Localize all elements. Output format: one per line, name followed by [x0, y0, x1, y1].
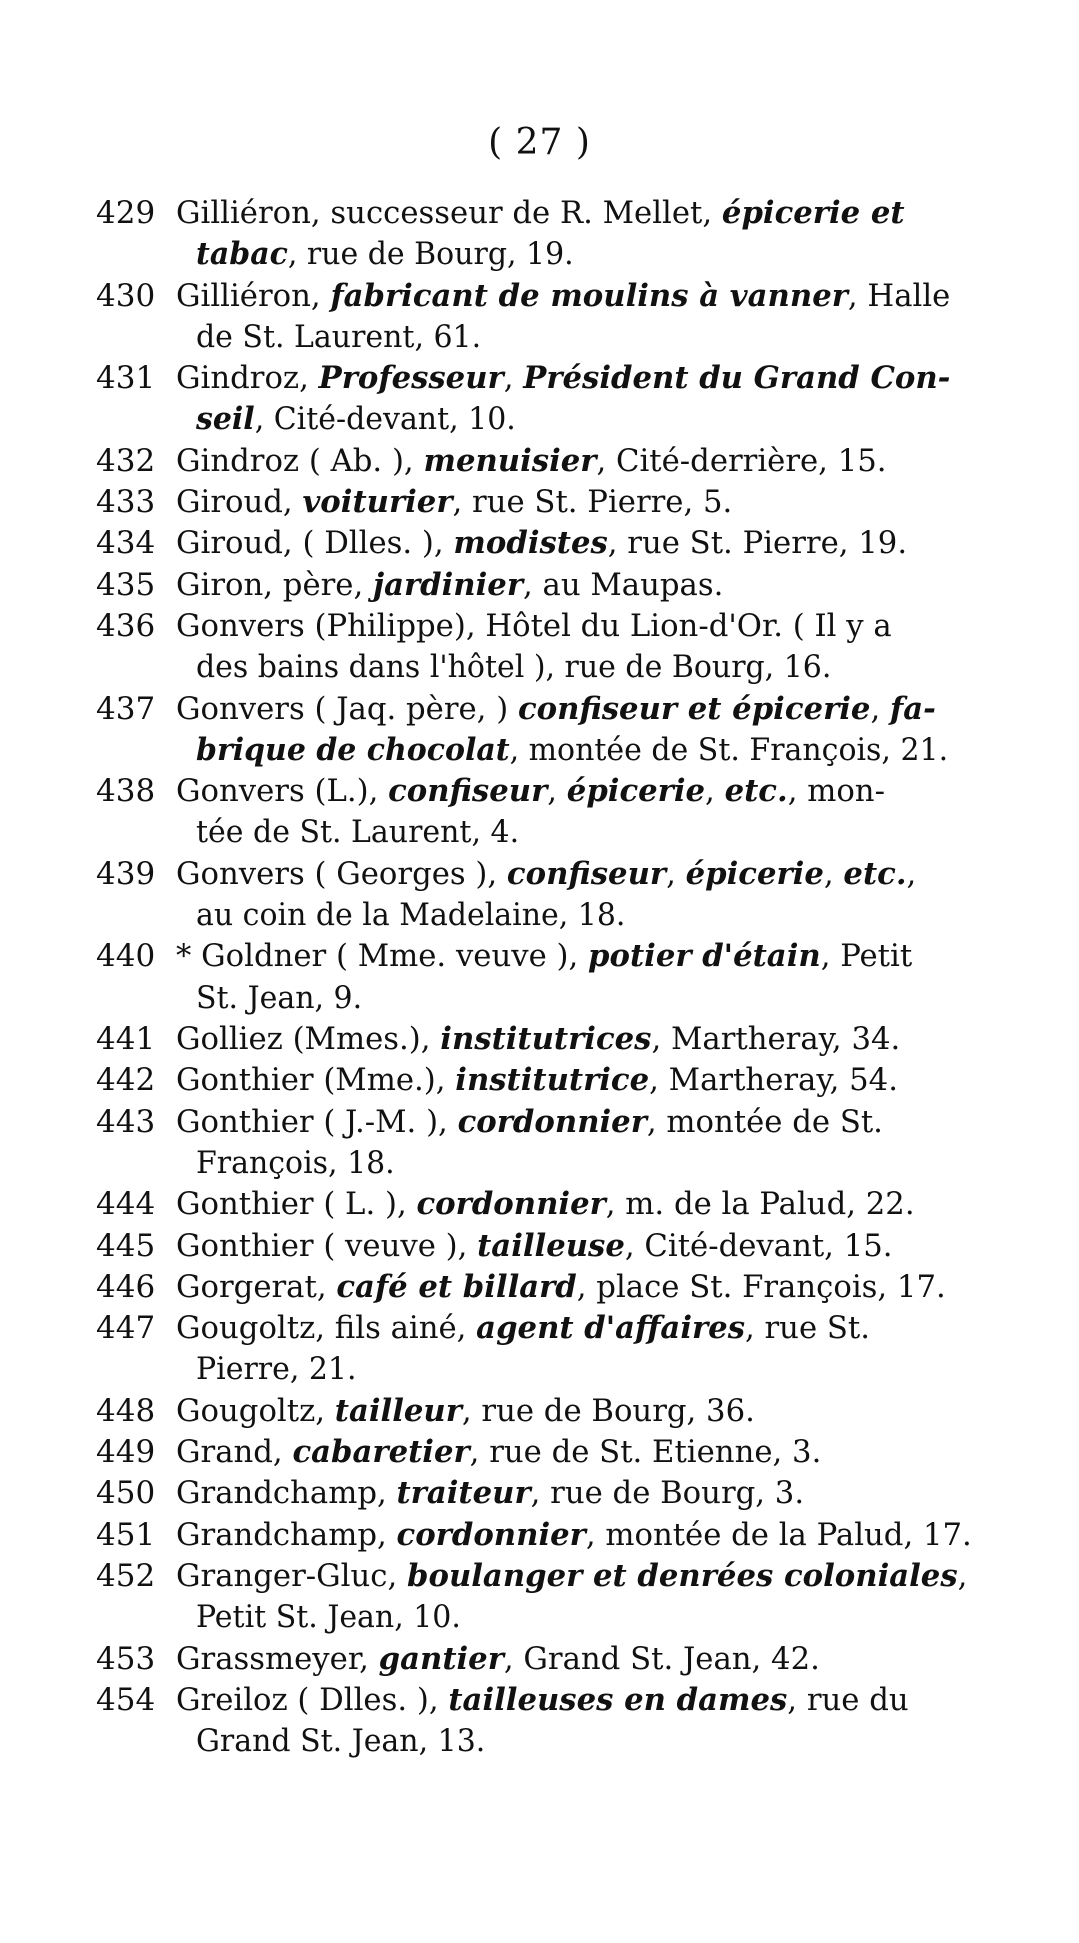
- entry-text: Gonthier ( L. ),: [176, 1186, 417, 1223]
- entry-text: , montée de la Palud, 17.: [585, 1516, 972, 1553]
- entry-number: 449: [96, 1434, 156, 1470]
- entry-text-line: [176, 482, 998, 523]
- entry-number: 448: [96, 1392, 156, 1429]
- entry-text: ,: [906, 855, 917, 892]
- entry-text: Granger-Gluc,: [176, 1557, 407, 1594]
- entry-text-line: [176, 771, 998, 812]
- entry-number: 434: [96, 525, 156, 562]
- occupation-text: cordonnier: [396, 1516, 586, 1553]
- occupation-text: potier d'étain: [588, 938, 821, 975]
- entry-text: , rue du: [787, 1681, 909, 1718]
- entry-number: 443: [96, 1103, 156, 1140]
- entry-text-line: [176, 441, 998, 482]
- entry-text: , rue de St. Etienne, 3.: [469, 1434, 822, 1470]
- entry-text-line: [176, 1308, 998, 1349]
- entry-text-line: [176, 1102, 998, 1143]
- entry-text: Gonvers ( Georges ),: [176, 855, 507, 892]
- occupation-text: confiseur et épicerie: [517, 690, 871, 727]
- entry-number: 453: [96, 1640, 156, 1677]
- entry-text: François, 18.: [196, 1144, 395, 1181]
- entry-text: , Cité-derrière, 15.: [596, 442, 887, 479]
- occupation-text: fa-: [889, 690, 936, 727]
- entry-number: 447: [96, 1310, 156, 1347]
- entry-text: , place St. François, 17.: [576, 1268, 946, 1305]
- occupation-text: Président du Grand Con-: [523, 360, 951, 397]
- occupation-text: tailleuses en dames: [448, 1681, 788, 1718]
- occupation-text: épicerie et: [721, 195, 905, 231]
- occupation-text: jardinier: [372, 566, 524, 603]
- entry-number: 450: [96, 1475, 156, 1512]
- entry-text: Giroud, ( Dlles. ),: [176, 525, 454, 562]
- entry-text-line: [176, 193, 998, 234]
- occupation-text: tailleuse: [477, 1227, 625, 1264]
- entry-number: 430: [96, 277, 156, 314]
- entry-text: des bains dans l'hôtel ), rue de Bourg, 16.: [196, 649, 832, 686]
- entry-text: , Martheray, 34.: [651, 1021, 901, 1057]
- entry-text-line: [176, 1184, 998, 1225]
- entry-text: , rue St. Pierre, 19.: [607, 525, 908, 562]
- entry-text-line: [176, 1515, 998, 1556]
- entry-text: Pierre, 21.: [196, 1351, 357, 1388]
- entry-text-line: [176, 606, 998, 647]
- entry-text: , mon-: [787, 773, 885, 810]
- occupation-text: agent d'affaires: [476, 1310, 745, 1347]
- entry-text: , montée de St. François, 21.: [509, 731, 949, 768]
- entry-number: 452: [96, 1557, 156, 1594]
- occupation-text: gantier: [378, 1640, 504, 1677]
- entry-text: , montée de St.: [646, 1103, 883, 1140]
- occupation-text: seil: [196, 401, 255, 438]
- entry-text: de St. Laurent, 61.: [196, 318, 482, 355]
- entry-text: Giron, père,: [176, 566, 373, 603]
- entry-text-line: [176, 1267, 998, 1308]
- entry-text-line: [176, 1556, 998, 1597]
- entry-text: ,: [870, 690, 890, 727]
- entry-number: 445: [96, 1227, 156, 1264]
- entry-number: 440: [96, 938, 156, 975]
- entry-text-line: [176, 1473, 998, 1514]
- entry-text: ,: [503, 360, 524, 397]
- occupation-text: cordonnier: [416, 1186, 606, 1223]
- entry-text: ,: [666, 855, 686, 892]
- entry-number: 438: [96, 773, 156, 810]
- occupation-text: fabricant de moulins à vanner: [330, 277, 848, 314]
- entry-number: 451: [96, 1516, 156, 1553]
- entry-number: 442: [96, 1062, 156, 1099]
- entry-number: 454: [96, 1681, 156, 1718]
- entry-text: ,: [957, 1557, 968, 1594]
- entry-text-line: [176, 358, 998, 399]
- entry-text: Grand,: [176, 1434, 293, 1470]
- entry-text-line: [176, 1391, 998, 1432]
- entry-text: Gougoltz,: [176, 1392, 335, 1429]
- entry-text: Gorgerat,: [176, 1268, 337, 1305]
- entry-text: , m. de la Palud, 22.: [605, 1186, 915, 1223]
- entry-text-line: [176, 1019, 998, 1060]
- entry-text: Gonvers ( Jaq. père, ): [176, 690, 518, 727]
- entry-text-line: [176, 936, 998, 977]
- entry-text: Gilliéron, successeur de R. Mellet,: [176, 195, 722, 231]
- entry-text-line: [176, 523, 998, 564]
- entry-continuation-line: [196, 399, 998, 440]
- occupation-text: cabaretier: [292, 1434, 470, 1470]
- entry-text: , Martheray, 54.: [649, 1062, 898, 1099]
- occupation-text: épicerie: [566, 773, 706, 810]
- occupation-text: brique de chocolat: [196, 731, 510, 768]
- occupation-text: traiteur: [396, 1475, 531, 1512]
- entry-text: Gonthier (Mme.),: [176, 1062, 456, 1099]
- entry-text: Giroud,: [176, 484, 303, 521]
- entry-continuation-line: [196, 1721, 998, 1762]
- entry-number: 435: [96, 566, 156, 603]
- entry-text: , rue de Bourg, 36.: [461, 1392, 755, 1429]
- entry-text-line: [176, 1639, 998, 1680]
- occupation-text: café et billard: [336, 1268, 577, 1305]
- entry-text: Gougoltz, fils ainé,: [176, 1310, 477, 1347]
- occupation-text: voiturier: [302, 484, 453, 521]
- entry-text-line: [176, 854, 998, 895]
- entry-text: ,: [547, 773, 567, 810]
- page-number: ( 27 ): [488, 122, 591, 163]
- entry-number: 433: [96, 484, 156, 521]
- entry-text: Gilliéron,: [176, 277, 331, 314]
- entry-text-line: [176, 1432, 998, 1473]
- occupation-text: boulanger et denrées coloniales: [406, 1557, 958, 1594]
- entry-text: Gonvers (L.),: [176, 773, 389, 810]
- entry-text: , rue de Bourg, 3.: [530, 1475, 805, 1512]
- occupation-text: tabac: [196, 236, 288, 273]
- entry-text: Gonthier ( J.-M. ),: [176, 1103, 458, 1140]
- entry-number: 432: [96, 442, 156, 479]
- entry-number: 431: [96, 360, 156, 397]
- entry-continuation-line: [196, 317, 998, 358]
- occupation-text: Professeur: [318, 360, 504, 397]
- entry-text: ,: [705, 773, 725, 810]
- occupation-text: etc.: [843, 855, 907, 892]
- entry-text: Greiloz ( Dlles. ),: [176, 1681, 449, 1718]
- entry-text: , Petit: [820, 938, 913, 975]
- entry-continuation-line: [196, 1597, 998, 1638]
- entry-text: , Halle: [847, 277, 951, 314]
- entry-text: St. Jean, 9.: [196, 979, 363, 1016]
- entry-number: 446: [96, 1268, 156, 1305]
- entry-number: 444: [96, 1186, 156, 1223]
- entry-text-line: [176, 1060, 998, 1101]
- entry-text: Grassmeyer,: [176, 1640, 379, 1677]
- entry-number: 437: [96, 690, 156, 727]
- entry-text: , Cité-devant, 15.: [624, 1227, 893, 1264]
- occupation-text: institutrice: [455, 1062, 650, 1099]
- entry-number: 441: [96, 1021, 156, 1057]
- entry-text: , au Maupas.: [523, 566, 724, 603]
- entry-number: 429: [96, 195, 156, 231]
- entry-text: , Cité-devant, 10.: [254, 401, 516, 438]
- entry-text: Grandchamp,: [176, 1475, 397, 1512]
- occupation-text: menuisier: [423, 442, 597, 479]
- entry-text-line: [176, 1226, 998, 1267]
- occupation-text: épicerie: [685, 855, 824, 892]
- entry-text: Petit St. Jean, 10.: [196, 1599, 461, 1636]
- occupation-text: etc.: [724, 773, 788, 810]
- entry-number: 436: [96, 608, 156, 644]
- entry-text: Grand St. Jean, 13.: [196, 1723, 486, 1760]
- entry-continuation-line: [196, 895, 998, 936]
- entry-text: Gonvers (Philippe), Hôtel du Lion-d'Or. ( Il y a: [176, 608, 892, 644]
- entry-text: , Grand St. Jean, 42.: [503, 1640, 820, 1677]
- entry-text: au coin de la Madelaine, 18.: [196, 897, 626, 934]
- entry-text: Gindroz,: [176, 360, 319, 397]
- entry-continuation-line: [196, 978, 998, 1019]
- entry-text: Grandchamp,: [176, 1516, 397, 1553]
- entry-text: Gonthier ( veuve ),: [176, 1227, 478, 1264]
- entry-text-line: [176, 276, 998, 317]
- entry-text: tée de St. Laurent, 4.: [196, 814, 520, 851]
- entry-text: , rue de Bourg, 19.: [287, 236, 574, 273]
- entry-continuation-line: [196, 730, 998, 771]
- entry-continuation-line: [196, 812, 998, 853]
- occupation-text: cordonnier: [457, 1103, 647, 1140]
- entry-text: ,: [823, 855, 844, 892]
- entry-text: Golliez (Mmes.),: [176, 1021, 441, 1057]
- entry-text: * Goldner ( Mme. veuve ),: [176, 938, 589, 975]
- entry-text-line: [176, 565, 998, 606]
- occupation-text: institutrices: [440, 1021, 652, 1057]
- entry-continuation-line: [196, 234, 998, 275]
- entry-text-line: [176, 1680, 998, 1721]
- entry-text-line: [176, 689, 998, 730]
- occupation-text: tailleur: [334, 1392, 462, 1429]
- entry-continuation-line: [196, 647, 998, 688]
- entry-number: 439: [96, 855, 156, 892]
- occupation-text: confiseur: [388, 773, 548, 810]
- entry-continuation-line: [196, 1349, 998, 1390]
- entry-text: , rue St. Pierre, 5.: [452, 484, 733, 521]
- occupation-text: modistes: [453, 525, 608, 562]
- entry-text: , rue St.: [744, 1310, 871, 1347]
- entry-continuation-line: [196, 1143, 998, 1184]
- occupation-text: confiseur: [506, 855, 667, 892]
- entry-text: Gindroz ( Ab. ),: [176, 442, 424, 479]
